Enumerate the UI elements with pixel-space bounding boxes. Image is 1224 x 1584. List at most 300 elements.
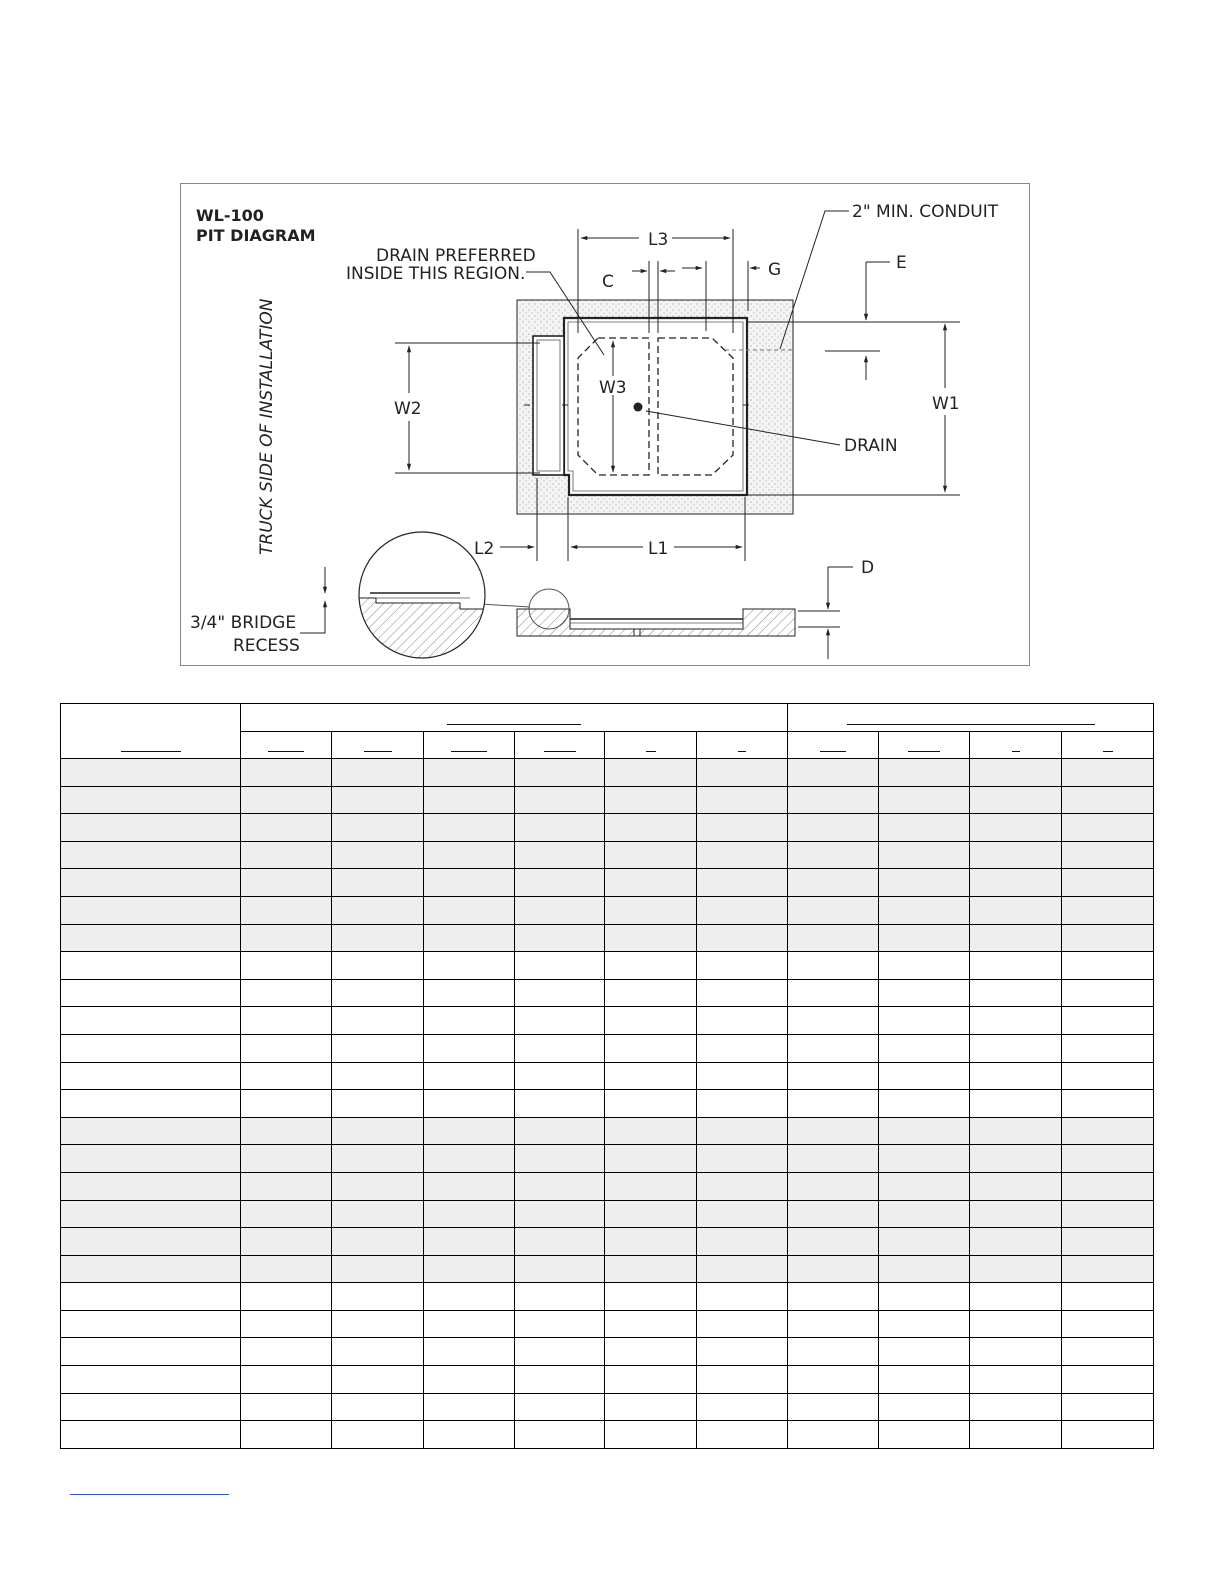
table-cell — [1062, 1228, 1154, 1256]
table-cell — [1062, 786, 1154, 814]
col-header — [879, 732, 970, 759]
table-cell — [332, 814, 424, 842]
table-cell — [515, 1421, 605, 1449]
table-cell — [970, 1007, 1062, 1035]
table-row — [61, 1421, 1154, 1449]
table-cell — [241, 759, 332, 787]
table-cell — [970, 1283, 1062, 1311]
table-cell — [1062, 1421, 1154, 1449]
table-cell — [1062, 1366, 1154, 1394]
table-cell — [697, 1172, 788, 1200]
table-cell — [879, 1366, 970, 1394]
table-cell — [605, 924, 697, 952]
table-cell — [332, 1062, 424, 1090]
table-cell — [879, 759, 970, 787]
table-cell — [697, 1421, 788, 1449]
table-cell — [515, 1200, 605, 1228]
table-row — [61, 1007, 1154, 1035]
table-cell — [788, 1366, 879, 1394]
table-cell — [879, 1228, 970, 1256]
table-cell — [970, 952, 1062, 980]
table-cell — [970, 1393, 1062, 1421]
table-row — [61, 1255, 1154, 1283]
table-cell — [1062, 869, 1154, 897]
table-cell — [424, 1228, 515, 1256]
table-cell — [332, 841, 424, 869]
table-cell — [605, 1007, 697, 1035]
table-cell — [515, 1062, 605, 1090]
table-cell — [424, 1255, 515, 1283]
table-row — [61, 841, 1154, 869]
table-cell — [61, 1421, 241, 1449]
table-cell — [515, 1310, 605, 1338]
table-cell — [61, 896, 241, 924]
table-cell — [61, 759, 241, 787]
truck-side-label: TRUCK SIDE OF INSTALLATION — [257, 298, 277, 555]
table-cell — [241, 1338, 332, 1366]
table-cell — [424, 1007, 515, 1035]
table-cell — [1062, 1062, 1154, 1090]
table-cell — [605, 1393, 697, 1421]
table-cell — [515, 1255, 605, 1283]
table-cell — [424, 924, 515, 952]
table-cell — [879, 1283, 970, 1311]
table-cell — [605, 1172, 697, 1200]
bridge-note-line1: 3/4" BRIDGE — [190, 613, 297, 633]
table-cell — [424, 1200, 515, 1228]
table-cell — [241, 896, 332, 924]
table-cell — [515, 952, 605, 980]
table-cell — [332, 759, 424, 787]
table-cell — [515, 1283, 605, 1311]
table-row — [61, 1172, 1154, 1200]
diagram-title: WL-100 — [196, 206, 264, 225]
table-row — [61, 1310, 1154, 1338]
table-cell — [332, 1007, 424, 1035]
table-cell — [788, 1145, 879, 1173]
table-cell — [970, 841, 1062, 869]
table-cell — [424, 1338, 515, 1366]
table-cell — [241, 1090, 332, 1118]
table-cell — [697, 1310, 788, 1338]
table-cell — [697, 952, 788, 980]
table-cell — [879, 896, 970, 924]
table-cell — [424, 1283, 515, 1311]
table-cell — [697, 924, 788, 952]
table-cell — [1062, 1117, 1154, 1145]
table-cell — [515, 924, 605, 952]
table-cell — [61, 841, 241, 869]
table-cell — [879, 841, 970, 869]
table-cell — [879, 1145, 970, 1173]
table-cell — [61, 979, 241, 1007]
table-cell — [605, 1228, 697, 1256]
table-cell — [970, 896, 1062, 924]
table-cell — [61, 1310, 241, 1338]
group-header-scale — [788, 704, 1154, 732]
table-cell — [61, 786, 241, 814]
col-header — [970, 732, 1062, 759]
table-row — [61, 1393, 1154, 1421]
table-cell — [697, 1117, 788, 1145]
table-cell — [241, 786, 332, 814]
table-row — [61, 1117, 1154, 1145]
table-cell — [970, 1034, 1062, 1062]
table-cell — [879, 1200, 970, 1228]
table-cell — [241, 814, 332, 842]
table-cell — [515, 1034, 605, 1062]
diagram-subtitle: PIT DIAGRAM — [196, 226, 316, 245]
table-cell — [332, 896, 424, 924]
table-cell — [424, 1421, 515, 1449]
table-cell — [788, 1062, 879, 1090]
model-header-cell — [61, 704, 241, 759]
table-cell — [697, 841, 788, 869]
table-cell — [605, 1062, 697, 1090]
table-cell — [332, 1172, 424, 1200]
table-cell — [605, 896, 697, 924]
table-cell — [332, 924, 424, 952]
table-cell — [697, 1255, 788, 1283]
table-cell — [1062, 759, 1154, 787]
table-cell — [697, 1338, 788, 1366]
table-cell — [332, 1310, 424, 1338]
drain-icon — [634, 403, 643, 412]
table-cell — [788, 1200, 879, 1228]
table-cell — [605, 1200, 697, 1228]
col-header — [241, 732, 332, 759]
dim-c: C — [602, 272, 614, 292]
table-cell — [424, 952, 515, 980]
table-cell — [61, 1338, 241, 1366]
table-cell — [788, 1421, 879, 1449]
table-cell — [970, 1062, 1062, 1090]
table-cell — [332, 1338, 424, 1366]
table-cell — [970, 786, 1062, 814]
table-cell — [970, 1255, 1062, 1283]
table-cell — [515, 814, 605, 842]
table-cell — [1062, 952, 1154, 980]
table-cell — [788, 1338, 879, 1366]
table-cell — [970, 1228, 1062, 1256]
table-cell — [241, 1393, 332, 1421]
table-cell — [241, 1310, 332, 1338]
table-cell — [424, 1062, 515, 1090]
table-row — [61, 1145, 1154, 1173]
table-cell — [788, 1228, 879, 1256]
drain-label: DRAIN — [844, 436, 898, 456]
table-cell — [788, 1090, 879, 1118]
table-cell — [241, 1145, 332, 1173]
table-cell — [241, 1034, 332, 1062]
table-cell — [61, 1062, 241, 1090]
table-row — [61, 869, 1154, 897]
table-cell — [879, 1338, 970, 1366]
table-cell — [879, 869, 970, 897]
table-cell — [605, 1034, 697, 1062]
table-cell — [332, 1255, 424, 1283]
table-cell — [970, 1421, 1062, 1449]
table-row — [61, 1338, 1154, 1366]
dim-e: E — [896, 253, 907, 273]
table-cell — [879, 952, 970, 980]
table-cell — [970, 1366, 1062, 1394]
col-header — [1062, 732, 1154, 759]
table-cell — [1062, 1090, 1154, 1118]
table-cell — [605, 1145, 697, 1173]
table-cell — [515, 1228, 605, 1256]
table-cell — [424, 1034, 515, 1062]
table-cell — [697, 1007, 788, 1035]
footer-link[interactable] — [70, 1494, 229, 1495]
table-cell — [241, 924, 332, 952]
col-header — [605, 732, 697, 759]
table-cell — [879, 1007, 970, 1035]
table-cell — [788, 1393, 879, 1421]
table-cell — [605, 869, 697, 897]
table-cell — [697, 814, 788, 842]
table-cell — [241, 979, 332, 1007]
table-cell — [605, 841, 697, 869]
table-cell — [61, 1283, 241, 1311]
table-cell — [970, 924, 1062, 952]
table-cell — [605, 1117, 697, 1145]
table-cell — [970, 1117, 1062, 1145]
table-cell — [332, 1200, 424, 1228]
table-row — [61, 1200, 1154, 1228]
table-cell — [1062, 1255, 1154, 1283]
table-cell — [424, 1310, 515, 1338]
table-row — [61, 896, 1154, 924]
table-cell — [515, 786, 605, 814]
table-cell — [61, 1200, 241, 1228]
table-cell — [424, 786, 515, 814]
table-cell — [241, 1255, 332, 1283]
table-cell — [1062, 1338, 1154, 1366]
table-row — [61, 952, 1154, 980]
table-cell — [241, 1366, 332, 1394]
table-body — [61, 759, 1154, 1449]
table-row — [61, 1034, 1154, 1062]
drain-note-line1: DRAIN PREFERRED — [376, 246, 536, 266]
dim-l3: L3 — [648, 230, 669, 250]
table-cell — [1062, 1393, 1154, 1421]
table-cell — [241, 1200, 332, 1228]
table-cell — [788, 1255, 879, 1283]
table-cell — [697, 896, 788, 924]
table-cell — [515, 1090, 605, 1118]
table-cell — [515, 1007, 605, 1035]
table-row — [61, 1283, 1154, 1311]
table-cell — [61, 869, 241, 897]
table-cell — [332, 979, 424, 1007]
table-cell — [970, 1145, 1062, 1173]
dim-g: G — [768, 260, 782, 280]
conduit-note: 2" MIN. CONDUIT — [852, 202, 999, 222]
table-cell — [61, 1117, 241, 1145]
table-cell — [605, 1366, 697, 1394]
table-cell — [1062, 814, 1154, 842]
table-cell — [788, 869, 879, 897]
table-cell — [1062, 979, 1154, 1007]
table-cell — [697, 1090, 788, 1118]
table-cell — [424, 841, 515, 869]
table-cell — [1062, 1310, 1154, 1338]
table-cell — [515, 1172, 605, 1200]
table-cell — [424, 869, 515, 897]
table-cell — [605, 1310, 697, 1338]
table-cell — [424, 979, 515, 1007]
table-cell — [241, 1172, 332, 1200]
table-row — [61, 786, 1154, 814]
table-cell — [61, 924, 241, 952]
col-header — [515, 732, 605, 759]
table-cell — [332, 1283, 424, 1311]
table-cell — [61, 1090, 241, 1118]
table-cell — [697, 786, 788, 814]
table-row — [61, 1062, 1154, 1090]
table-cell — [241, 1283, 332, 1311]
table-cell — [515, 1117, 605, 1145]
table-header-groups — [61, 704, 1154, 732]
table-cell — [424, 814, 515, 842]
plan-view — [517, 300, 793, 514]
table-cell — [424, 1393, 515, 1421]
table-cell — [332, 1117, 424, 1145]
table-cell — [788, 1034, 879, 1062]
table-cell — [605, 952, 697, 980]
table-cell — [788, 979, 879, 1007]
table-cell — [241, 1007, 332, 1035]
table-cell — [970, 1090, 1062, 1118]
drain-note-line2: INSIDE THIS REGION. — [346, 264, 526, 284]
table-cell — [879, 1421, 970, 1449]
table-cell — [970, 1172, 1062, 1200]
dimension-table — [60, 703, 1154, 1449]
table-cell — [605, 1255, 697, 1283]
table-cell — [605, 979, 697, 1007]
dim-d: D — [861, 558, 875, 578]
table-cell — [970, 1310, 1062, 1338]
table-cell — [788, 1310, 879, 1338]
table-cell — [879, 1117, 970, 1145]
table-cell — [605, 759, 697, 787]
table-cell — [515, 1366, 605, 1394]
table-cell — [61, 952, 241, 980]
table-cell — [241, 952, 332, 980]
table-cell — [61, 1255, 241, 1283]
table-cell — [1062, 924, 1154, 952]
table-cell — [697, 1228, 788, 1256]
table-cell — [424, 1366, 515, 1394]
table-cell — [1062, 1007, 1154, 1035]
table-cell — [788, 759, 879, 787]
table-cell — [970, 1200, 1062, 1228]
table-cell — [697, 1034, 788, 1062]
table-cell — [61, 1393, 241, 1421]
table-cell — [332, 1090, 424, 1118]
table-cell — [879, 979, 970, 1007]
table-cell — [697, 869, 788, 897]
table-cell — [879, 924, 970, 952]
table-cell — [241, 869, 332, 897]
table-cell — [788, 1007, 879, 1035]
table-cell — [879, 1310, 970, 1338]
table-cell — [970, 814, 1062, 842]
table-cell — [697, 1200, 788, 1228]
table-cell — [788, 1283, 879, 1311]
table-cell — [1062, 841, 1154, 869]
table-row — [61, 1228, 1154, 1256]
table-cell — [515, 759, 605, 787]
table-cell — [332, 1034, 424, 1062]
table-cell — [788, 924, 879, 952]
table-cell — [332, 1393, 424, 1421]
table-cell — [241, 1228, 332, 1256]
table-cell — [1062, 1172, 1154, 1200]
table-cell — [879, 1255, 970, 1283]
table-cell — [1062, 1200, 1154, 1228]
table-cell — [332, 1145, 424, 1173]
table-cell — [697, 759, 788, 787]
table-cell — [879, 814, 970, 842]
table-cell — [61, 1172, 241, 1200]
table-cell — [788, 1172, 879, 1200]
table-cell — [515, 1145, 605, 1173]
dim-l1: L1 — [648, 539, 669, 559]
table-cell — [515, 841, 605, 869]
table-cell — [879, 1034, 970, 1062]
col-header — [697, 732, 788, 759]
table-cell — [970, 869, 1062, 897]
table-cell — [605, 786, 697, 814]
table-cell — [424, 1117, 515, 1145]
table-cell — [241, 841, 332, 869]
bridge-note-line2: RECESS — [233, 636, 300, 656]
table-row — [61, 979, 1154, 1007]
table-cell — [241, 1421, 332, 1449]
table-cell — [879, 1393, 970, 1421]
table-row — [61, 1366, 1154, 1394]
table-cell — [697, 1283, 788, 1311]
table-cell — [788, 841, 879, 869]
table-cell — [424, 1090, 515, 1118]
dim-w3: W3 — [599, 378, 627, 398]
table-cell — [605, 1283, 697, 1311]
table-cell — [424, 1172, 515, 1200]
table-cell — [1062, 1283, 1154, 1311]
table-cell — [605, 1338, 697, 1366]
dim-l2: L2 — [474, 539, 495, 559]
table-cell — [61, 814, 241, 842]
col-header — [332, 732, 424, 759]
table-row — [61, 814, 1154, 842]
table-cell — [879, 1172, 970, 1200]
table-cell — [515, 1338, 605, 1366]
table-cell — [879, 1090, 970, 1118]
table-row — [61, 759, 1154, 787]
table-cell — [697, 1366, 788, 1394]
table-cell — [697, 979, 788, 1007]
table-cell — [424, 759, 515, 787]
table-cell — [970, 979, 1062, 1007]
table-cell — [332, 1228, 424, 1256]
col-header — [788, 732, 879, 759]
table-cell — [61, 1228, 241, 1256]
table-cell — [515, 896, 605, 924]
table-cell — [241, 1062, 332, 1090]
table-cell — [879, 786, 970, 814]
